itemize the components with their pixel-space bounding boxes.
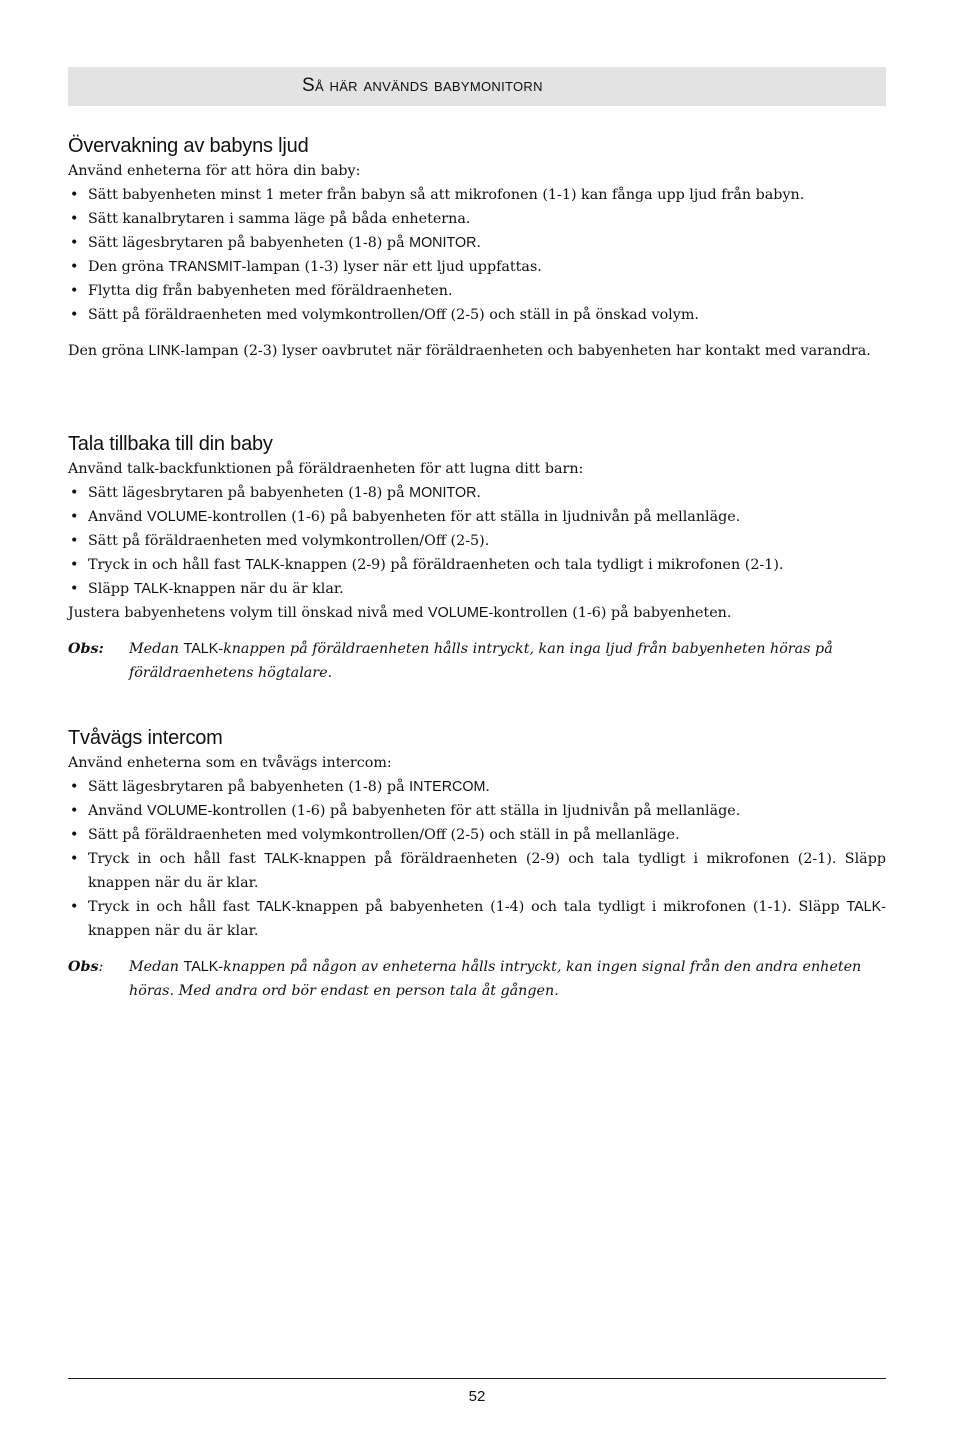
- list-item: • Flytta dig från babyenheten med föräldraenheten.: [68, 279, 886, 303]
- keyword: TALK: [846, 899, 882, 915]
- section-monitoring: [68, 133, 886, 363]
- list-item: • Sätt babyenheten minst 1 meter från babyn så att mikrofonen (1-1) kan fånga upp ljud från babyn.: [68, 183, 886, 207]
- section-intro: Använd enheterna för att höra din baby:: [68, 163, 361, 179]
- text: Medan: [129, 641, 184, 657]
- keyword: TALK: [256, 899, 292, 915]
- page-number: 52: [468, 1388, 486, 1405]
- text: -knappen på någon av enheterna hålls intryckt, kan ingen signal från den andra enheten höras. Med andra ord bör endast en person tala åt gången.: [129, 959, 862, 999]
- section-talkback: [68, 431, 886, 685]
- bullet-list: [68, 183, 886, 327]
- keyword: INTERCOM: [409, 779, 486, 795]
- text: -knappen på föräldraenheten (2-9) och tala tydligt i mikrofonen (2-1). Släpp knappen när du är klar.: [88, 851, 887, 891]
- list-item: [68, 231, 886, 255]
- text: Släpp: [88, 581, 134, 597]
- section-heading: Tala tillbaka till din baby: [68, 433, 273, 455]
- text: Den gröna: [68, 343, 149, 359]
- section-intercom: [68, 725, 886, 1003]
- keyword: TALK: [133, 581, 169, 597]
- text: -knappen (2-9) på föräldraenheten och tala tydligt i mikrofonen (2-1).: [279, 557, 784, 573]
- keyword: TRANSMIT: [168, 259, 242, 275]
- section-heading: Tvåvägs intercom: [68, 727, 223, 749]
- keyword: VOLUME: [428, 605, 489, 621]
- text: -lampan (2-3) lyser oavbrutet när föräldraenheten och babyenheten har kontakt med varandra.: [180, 343, 871, 359]
- list-item: [68, 577, 886, 601]
- note-label: [68, 955, 103, 979]
- text: -kontrollen (1-6) på babyenheten för att ställa in ljudnivån på mellanläge.: [207, 509, 741, 525]
- keyword: LINK: [148, 343, 181, 359]
- text: Använd: [88, 509, 148, 525]
- text: -kontrollen (1-6) på babyenheten för att ställa in ljudnivån på mellanläge.: [207, 803, 741, 819]
- section-intro: Använd talk-backfunktionen på föräldraenheten för att lugna ditt barn:: [68, 461, 584, 477]
- text: .: [485, 779, 490, 795]
- bullet-list: [68, 481, 886, 601]
- text: Justera babyenhetens volym till önskad nivå med: [68, 605, 429, 621]
- text: -knappen på babyenheten (1-4) och tala tydligt i mikrofonen (1-1). Släpp: [291, 899, 847, 915]
- list-item: [68, 255, 886, 279]
- document-page: [68, 67, 887, 999]
- note-label-colon: :: [98, 959, 104, 975]
- chapter-banner: [68, 67, 886, 106]
- chapter-title: Så här används babymonitorn: [302, 75, 543, 96]
- section-heading: Övervakning av babyns ljud: [68, 135, 309, 157]
- keyword: VOLUME: [147, 509, 208, 525]
- text: .: [476, 235, 481, 251]
- keyword: TALK: [183, 641, 219, 657]
- keyword: TALK: [245, 557, 280, 573]
- text: .: [476, 485, 481, 501]
- text: Sätt lägesbrytaren på babyenheten (1-8) på: [88, 779, 410, 795]
- list-item: [68, 847, 886, 895]
- text: Tryck in och håll fast: [88, 899, 257, 915]
- keyword: MONITOR: [409, 235, 477, 251]
- footer-rule: [68, 1378, 886, 1379]
- keyword: TALK: [183, 959, 219, 975]
- paragraph: [68, 601, 886, 625]
- text: Sätt lägesbrytaren på babyenheten (1-8) på: [88, 485, 410, 501]
- text: -kontrollen (1-6) på babyenheten.: [488, 605, 732, 621]
- text: -knappen när du är klar.: [168, 581, 344, 597]
- list-item: [68, 553, 886, 577]
- note: [68, 955, 886, 1003]
- text: Medan: [129, 959, 184, 975]
- list-item: • Sätt kanalbrytaren i samma läge på båda enheterna.: [68, 207, 886, 231]
- list-item: [68, 895, 886, 943]
- text: Sätt lägesbrytaren på babyenheten (1-8) på: [88, 235, 410, 251]
- list-item: [68, 775, 886, 799]
- text: -knappen när du är klar.: [88, 899, 887, 939]
- paragraph: [68, 339, 886, 363]
- note: [68, 637, 886, 685]
- section-intro: Använd enheterna som en tvåvägs intercom:: [68, 755, 392, 771]
- keyword: MONITOR: [409, 485, 477, 501]
- bullet-list: [68, 775, 886, 943]
- keyword: VOLUME: [147, 803, 208, 819]
- text: -lampan (1-3) lyser när ett ljud uppfattas.: [241, 259, 542, 275]
- list-item: • Sätt på föräldraenheten med volymkontrollen/Off (2-5) och ställ in på önskad volym.: [68, 303, 886, 327]
- text: Tryck in och håll fast: [88, 557, 246, 573]
- note-label-text: Obs: [68, 959, 99, 975]
- text: -knappen på föräldraenheten hålls intryckt, kan inga ljud från babyenheten höras på föräldraenhetens högtalare.: [129, 641, 833, 681]
- text: Tryck in och håll fast: [88, 851, 265, 867]
- list-item: [68, 481, 886, 505]
- list-item: [68, 505, 886, 529]
- note-label: Obs:: [68, 641, 104, 657]
- text: Använd: [88, 803, 148, 819]
- text: Den gröna: [88, 259, 169, 275]
- keyword: TALK: [264, 851, 299, 867]
- list-item: • Sätt på föräldraenheten med volymkontrollen/Off (2-5) och ställ in på mellanläge.: [68, 823, 886, 847]
- list-item: [68, 799, 886, 823]
- list-item: • Sätt på föräldraenheten med volymkontrollen/Off (2-5).: [68, 529, 886, 553]
